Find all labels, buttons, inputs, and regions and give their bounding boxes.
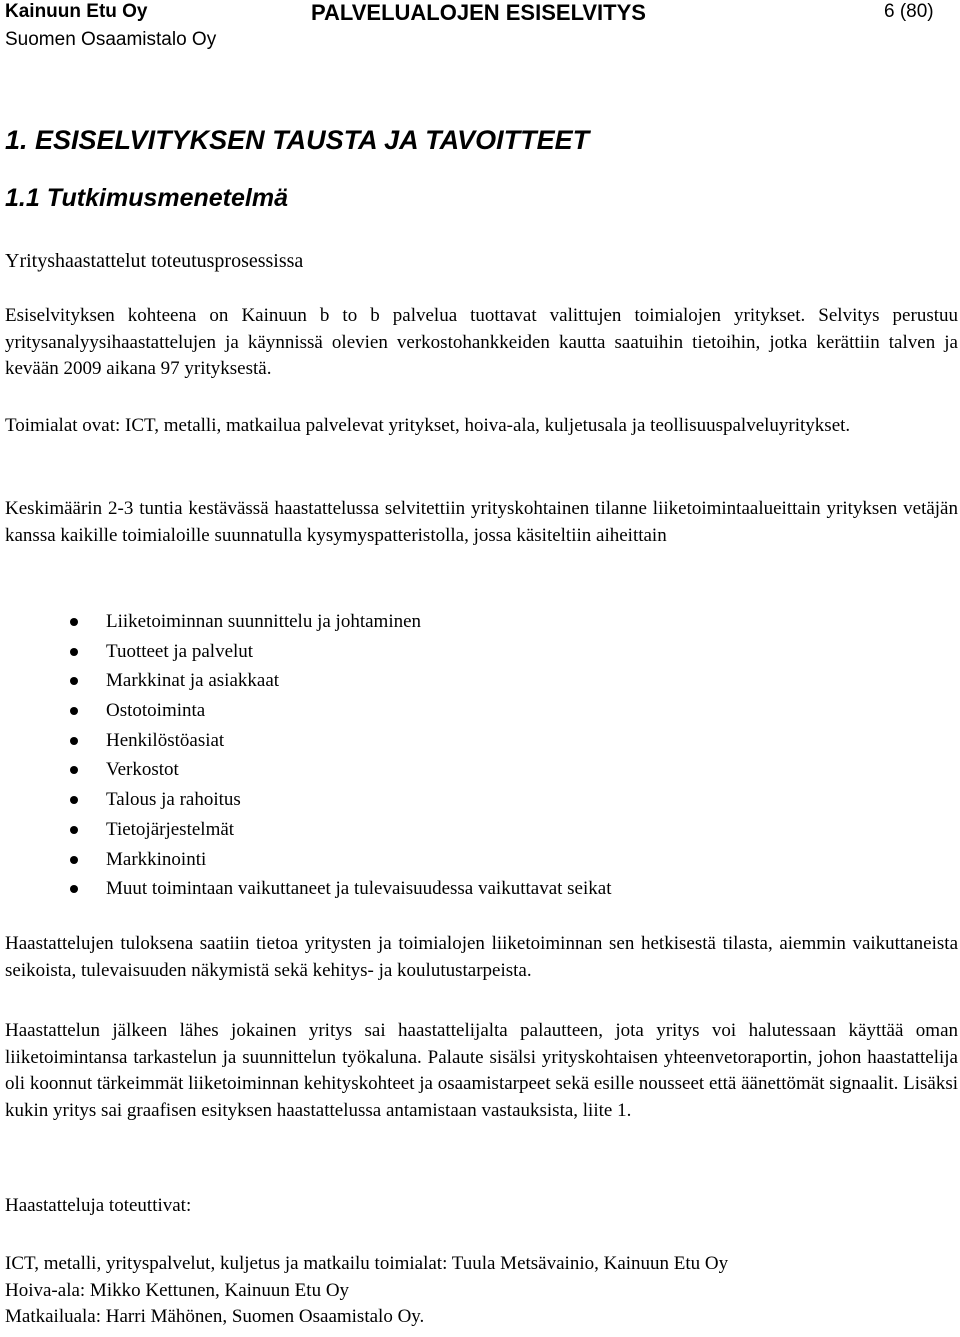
paragraph-interviewers-label: Haastatteluja toteuttivat: <box>5 1195 192 1216</box>
paragraph-feedback: Haastattelun jälkeen lähes jokainen yritys sai haastattelijalta palautteen, jota yritys voi halutessaan käyttää oman liiketoimintansa tarkastelun ja suunnittelun työkaluna. Palaute sisälsi yrityskohtaisen yhteenvetoraportin, johon haastattelija oli koonnut tärkeimmät liiketoiminnan kehityskohteet ja osaamistarpeet sekä esille nousseet että äänettömät signaalit. Lisäksi kukin yritys sai graafisen esityksen haastattelussa antamistaan vastauksista, liite 1. <box>5 1020 958 1121</box>
bullet-icon <box>70 677 78 685</box>
paragraph-intro: Esiselvityksen kohteena on Kainuun b to b palvelua tuottavat valittujen toimialojen yritykset. Selvitys perustuu yritysanalyysihaastattelujen ja käynnissä olevien verkostohankkeiden kautta saatuihin tietoihin, jotka kerättiin talven ja kevään 2009 aikana 97 yrityksestä. <box>5 305 958 379</box>
section-heading: 1.1 Tutkimusmenetelmä <box>5 184 288 212</box>
topic-list <box>0 607 611 904</box>
interviewer-line: ICT, metalli, yrityspalvelut, kuljetus ja matkailu toimialat: Tuula Metsävainio, Kainuun Etu Oy <box>5 1253 729 1274</box>
page-number: 6 (80) <box>884 1 934 22</box>
bullet-icon <box>70 856 78 864</box>
chapter-heading: 1. ESISELVITYKSEN TAUSTA JA TAVOITTEET <box>5 125 590 155</box>
list-item: Ostotoiminta <box>0 696 611 726</box>
bullet-icon <box>70 618 78 626</box>
header-subcompany: Suomen Osaamistalo Oy <box>5 29 217 50</box>
bullet-icon <box>70 885 78 893</box>
bullet-icon <box>70 648 78 656</box>
paragraph-industries: Toimialat ovat: ICT, metalli, matkailua palvelevat yritykset, hoiva-ala, kuljetusala ja teollisuuspalveluyritykset. <box>5 415 851 436</box>
header-company: Kainuun Etu Oy <box>5 1 148 22</box>
interviewer-line: Matkailuala: Harri Mähönen, Suomen Osaamistalo Oy. <box>5 1306 425 1327</box>
subsection-heading: Yrityshaastattelut toteutusprosessissa <box>5 250 304 272</box>
list-item: Markkinointi <box>0 845 611 875</box>
bullet-icon <box>70 796 78 804</box>
bullet-icon <box>70 766 78 774</box>
list-item: Henkilöstöasiat <box>0 726 611 756</box>
paragraph-results: Haastattelujen tuloksena saatiin tietoa yritysten ja toimialojen liiketoiminnan sen hetkisestä tilasta, aiemmin vaikuttaneista seikoista, tulevaisuuden näkymistä sekä kehitys- ja koulutustarpeista. <box>5 933 958 981</box>
list-item: Liiketoiminnan suunnittelu ja johtaminen <box>0 607 611 637</box>
bullet-icon <box>70 826 78 834</box>
list-item: Muut toimintaan vaikuttaneet ja tulevaisuudessa vaikuttavat seikat <box>0 874 611 904</box>
list-item: Verkostot <box>0 755 611 785</box>
list-item: Tietojärjestelmät <box>0 815 611 845</box>
list-item: Markkinat ja asiakkaat <box>0 666 611 696</box>
bullet-icon <box>70 707 78 715</box>
header-title: PALVELUALOJEN ESISELVITYS <box>311 0 646 25</box>
bullet-icon <box>70 737 78 745</box>
interviewers-list <box>5 1251 958 1331</box>
paragraph-interviews: Keskimäärin 2-3 tuntia kestävässä haastattelussa selvitettiin yrityskohtainen tilanne liiketoimintaalueittain yrityksen vetäjän kanssa kaikille toimialoille suunnatulla kysymyspatteristolla, jossa käsiteltiin aiheittain <box>5 498 958 546</box>
interviewer-line: Hoiva-ala: Mikko Kettunen, Kainuun Etu Oy <box>5 1279 350 1301</box>
list-item: Tuotteet ja palvelut <box>0 637 611 667</box>
list-item: Talous ja rahoitus <box>0 785 611 815</box>
